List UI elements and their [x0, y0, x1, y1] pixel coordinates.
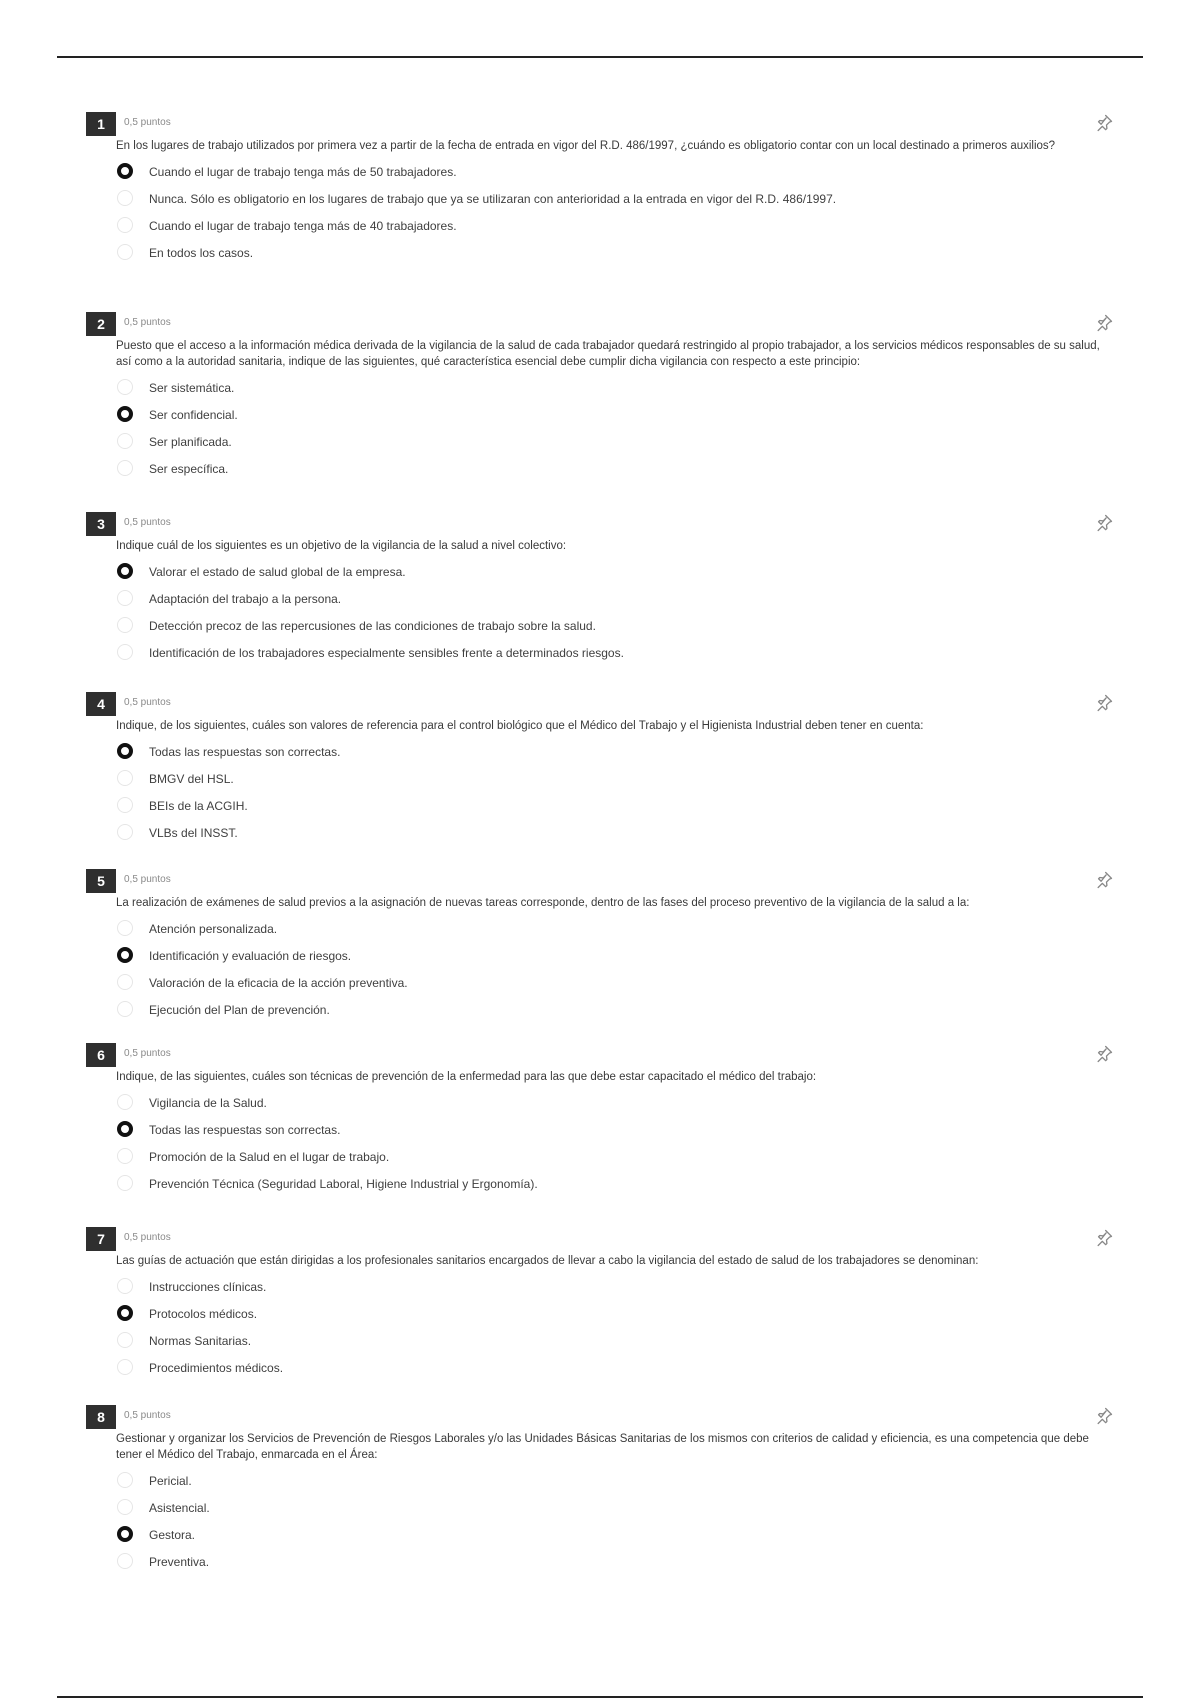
answer-options — [116, 1273, 1116, 1381]
radio-button[interactable] — [117, 590, 133, 606]
question-text: Indique cuál de los siguientes es un objetivo de la vigilancia de la salud a nivel colectivo: — [116, 540, 567, 552]
radio-button[interactable] — [117, 770, 133, 786]
answer-option[interactable] — [116, 942, 1116, 969]
answer-option-label: Ejecución del Plan de prevención. — [149, 1002, 330, 1017]
radio-button[interactable] — [117, 920, 133, 936]
question-text: Puesto que el acceso a la información médica derivada de la vigilancia de la salud de cada trabajador quedará restringido al propio trabajador, a los servicios médicos responsables de su salud, así como a la autoridad sanitaria, indique de las siguientes, qué característica esencial debe cumplir dicha vigilancia con respecto a este principio: — [116, 340, 1100, 368]
radio-button[interactable] — [117, 797, 133, 813]
answer-option-label: Promoción de la Salud en el lugar de trabajo. — [149, 1149, 390, 1164]
pin-icon[interactable] — [1094, 1228, 1116, 1250]
answer-option[interactable] — [116, 239, 1116, 266]
radio-button[interactable] — [117, 824, 133, 840]
answer-option[interactable] — [116, 1143, 1116, 1170]
answer-option[interactable] — [116, 1327, 1116, 1354]
question-text: Las guías de actuación que están dirigidas a los profesionales sanitarios encargados de llevar a cabo la vigilancia del estado de salud de los trabajadores se denominan: — [116, 1255, 979, 1267]
question-points: 0,5 puntos — [124, 517, 171, 528]
answer-option[interactable] — [116, 738, 1116, 765]
question-number-badge: 7 — [86, 1227, 116, 1251]
question-number-badge: 3 — [86, 512, 116, 536]
answer-option-label: Ser confidencial. — [149, 407, 238, 422]
question-number-badge: 6 — [86, 1043, 116, 1067]
radio-button[interactable] — [117, 1553, 133, 1569]
radio-button[interactable] — [117, 563, 133, 579]
answer-option[interactable] — [116, 1521, 1116, 1548]
answer-option[interactable] — [116, 1548, 1116, 1575]
answer-option-label: Todas las respuestas son correctas. — [149, 1122, 341, 1137]
radio-button[interactable] — [117, 163, 133, 179]
radio-button[interactable] — [117, 379, 133, 395]
question-points: 0,5 puntos — [124, 317, 171, 328]
question-2 — [86, 312, 1116, 482]
question-header — [86, 112, 1116, 136]
answer-option-label: Nunca. Sólo es obligatorio en los lugares de trabajo que ya se utilizaran con anterioridad a la entrada en vigor del R.D. 486/1997. — [149, 191, 837, 206]
answer-option-label: Todas las respuestas son correctas. — [149, 744, 341, 759]
answer-option[interactable] — [116, 1170, 1116, 1197]
question-header — [86, 1405, 1116, 1429]
answer-option-label: Preventiva. — [149, 1554, 210, 1569]
radio-button[interactable] — [117, 1332, 133, 1348]
question-number-badge: 4 — [86, 692, 116, 716]
answer-options — [116, 915, 1116, 1023]
radio-button[interactable] — [117, 1121, 133, 1137]
radio-button[interactable] — [117, 460, 133, 476]
question-number-badge: 8 — [86, 1405, 116, 1429]
answer-option-label: Ser planificada. — [149, 434, 232, 449]
answer-option-label: Valoración de la eficacia de la acción preventiva. — [149, 975, 408, 990]
question-3 — [86, 512, 1116, 666]
radio-button[interactable] — [117, 244, 133, 260]
answer-option[interactable] — [116, 969, 1116, 996]
pin-icon[interactable] — [1094, 870, 1116, 892]
answer-option-label: Protocolos médicos. — [149, 1306, 258, 1321]
answer-option[interactable] — [116, 819, 1116, 846]
radio-button[interactable] — [117, 644, 133, 660]
answer-option-label: Detección precoz de las repercusiones de las condiciones de trabajo sobre la salud. — [149, 618, 596, 633]
radio-button[interactable] — [117, 617, 133, 633]
answer-option[interactable] — [116, 428, 1116, 455]
question-points: 0,5 puntos — [124, 117, 171, 128]
answer-options — [116, 1089, 1116, 1197]
radio-button[interactable] — [117, 743, 133, 759]
answer-option-label: BMGV del HSL. — [149, 771, 234, 786]
question-5 — [86, 869, 1116, 1023]
radio-button[interactable] — [117, 1359, 133, 1375]
top-rule — [57, 56, 1143, 58]
pin-icon[interactable] — [1094, 313, 1116, 335]
answer-option-label: Cuando el lugar de trabajo tenga más de 50 trabajadores. — [149, 164, 457, 179]
answer-option-label: Gestora. — [149, 1527, 196, 1542]
question-text: La realización de exámenes de salud previos a la asignación de nuevas tareas corresponde, dentro de las fases del proceso preventivo de la vigilancia de la salud a la: — [116, 897, 970, 909]
bottom-rule — [57, 1696, 1143, 1698]
question-8 — [86, 1405, 1116, 1575]
answer-option[interactable] — [116, 996, 1116, 1023]
answer-option[interactable] — [116, 401, 1116, 428]
answer-option[interactable] — [116, 792, 1116, 819]
answer-option[interactable] — [116, 158, 1116, 185]
question-points: 0,5 puntos — [124, 1410, 171, 1421]
radio-button[interactable] — [117, 406, 133, 422]
radio-button[interactable] — [117, 217, 133, 233]
question-header — [86, 512, 1116, 536]
radio-button[interactable] — [117, 947, 133, 963]
radio-button[interactable] — [117, 1526, 133, 1542]
answer-options — [116, 738, 1116, 846]
answer-option[interactable] — [116, 639, 1116, 666]
question-text: Indique, de los siguientes, cuáles son valores de referencia para el control biológico que el Médico del Trabajo y el Higienista Industrial deben tener en cuenta: — [116, 720, 924, 732]
pin-icon[interactable] — [1094, 693, 1116, 715]
question-7 — [86, 1227, 1116, 1381]
question-header — [86, 869, 1116, 893]
radio-button[interactable] — [117, 190, 133, 206]
question-number-badge: 5 — [86, 869, 116, 893]
question-points: 0,5 puntos — [124, 1232, 171, 1243]
radio-button[interactable] — [117, 1148, 133, 1164]
answer-option[interactable] — [116, 915, 1116, 942]
answer-option-label: Valorar el estado de salud global de la empresa. — [149, 564, 406, 579]
question-number-badge: 2 — [86, 312, 116, 336]
answer-option[interactable] — [116, 1116, 1116, 1143]
radio-button[interactable] — [117, 1305, 133, 1321]
pin-icon[interactable] — [1094, 1406, 1116, 1428]
answer-option[interactable] — [116, 185, 1116, 212]
answer-option-label: Ser específica. — [149, 461, 229, 476]
answer-option-label: Vigilancia de la Salud. — [149, 1095, 267, 1110]
radio-button[interactable] — [117, 1001, 133, 1017]
answer-option-label: Identificación de los trabajadores especialmente sensibles frente a determinados riesgos. — [149, 645, 624, 660]
question-header — [86, 1227, 1116, 1251]
answer-options — [116, 558, 1116, 666]
question-header — [86, 692, 1116, 716]
answer-option[interactable] — [116, 1494, 1116, 1521]
answer-option-label: Atención personalizada. — [149, 921, 278, 936]
answer-option-label: BEIs de la ACGIH. — [149, 798, 248, 813]
question-4 — [86, 692, 1116, 846]
answer-option-label: Adaptación del trabajo a la persona. — [149, 591, 342, 606]
question-points: 0,5 puntos — [124, 697, 171, 708]
answer-option[interactable] — [116, 612, 1116, 639]
question-number-badge: 1 — [86, 112, 116, 136]
answer-option-label: En todos los casos. — [149, 245, 254, 260]
answer-option[interactable] — [116, 1300, 1116, 1327]
radio-button[interactable] — [117, 1175, 133, 1191]
pin-icon[interactable] — [1094, 513, 1116, 535]
answer-option-label: Cuando el lugar de trabajo tenga más de 40 trabajadores. — [149, 218, 457, 233]
answer-option-label: VLBs del INSST. — [149, 825, 238, 840]
question-6 — [86, 1043, 1116, 1197]
answer-option[interactable] — [116, 1467, 1116, 1494]
pin-icon[interactable] — [1094, 113, 1116, 135]
answer-option[interactable] — [116, 212, 1116, 239]
answer-options — [116, 158, 1116, 266]
answer-option-label: Procedimientos médicos. — [149, 1360, 284, 1375]
answer-option-label: Normas Sanitarias. — [149, 1333, 252, 1348]
answer-option[interactable] — [116, 374, 1116, 401]
answer-options — [116, 1467, 1116, 1575]
answer-option[interactable] — [116, 585, 1116, 612]
radio-button[interactable] — [117, 433, 133, 449]
radio-button[interactable] — [117, 1094, 133, 1110]
answer-option-label: Identificación y evaluación de riesgos. — [149, 948, 352, 963]
radio-button[interactable] — [117, 974, 133, 990]
answer-option-label: Prevención Técnica (Seguridad Laboral, Higiene Industrial y Ergonomía). — [149, 1176, 538, 1191]
radio-button[interactable] — [117, 1472, 133, 1488]
answer-option-label: Instrucciones clínicas. — [149, 1279, 267, 1294]
answer-option-label: Ser sistemática. — [149, 380, 235, 395]
question-points: 0,5 puntos — [124, 874, 171, 885]
question-points: 0,5 puntos — [124, 1048, 171, 1059]
answer-option[interactable] — [116, 455, 1116, 482]
answer-option[interactable] — [116, 1089, 1116, 1116]
answer-options — [116, 374, 1116, 482]
question-text: Gestionar y organizar los Servicios de Prevención de Riesgos Laborales y/o las Unidades Básicas Sanitarias de los mismos con criterios de calidad y eficiencia, es una competencia que debe tener el Médico del Trabajo, enmarcada en el Área: — [116, 1433, 1089, 1461]
question-header — [86, 312, 1116, 336]
question-text: Indique, de las siguientes, cuáles son técnicas de prevención de la enfermedad para las que debe estar capacitado el médico del trabajo: — [116, 1071, 817, 1083]
answer-option[interactable] — [116, 1273, 1116, 1300]
radio-button[interactable] — [117, 1278, 133, 1294]
answer-option-label: Pericial. — [149, 1473, 192, 1488]
question-header — [86, 1043, 1116, 1067]
answer-option[interactable] — [116, 558, 1116, 585]
radio-button[interactable] — [117, 1499, 133, 1515]
pin-icon[interactable] — [1094, 1044, 1116, 1066]
answer-option[interactable] — [116, 765, 1116, 792]
answer-option[interactable] — [116, 1354, 1116, 1381]
answer-option-label: Asistencial. — [149, 1500, 210, 1515]
question-1 — [86, 112, 1116, 266]
question-text: En los lugares de trabajo utilizados por primera vez a partir de la fecha de entrada en vigor del R.D. 486/1997, ¿cuándo es obligatorio contar con un local destinado a primeros auxilios? — [116, 140, 1056, 152]
